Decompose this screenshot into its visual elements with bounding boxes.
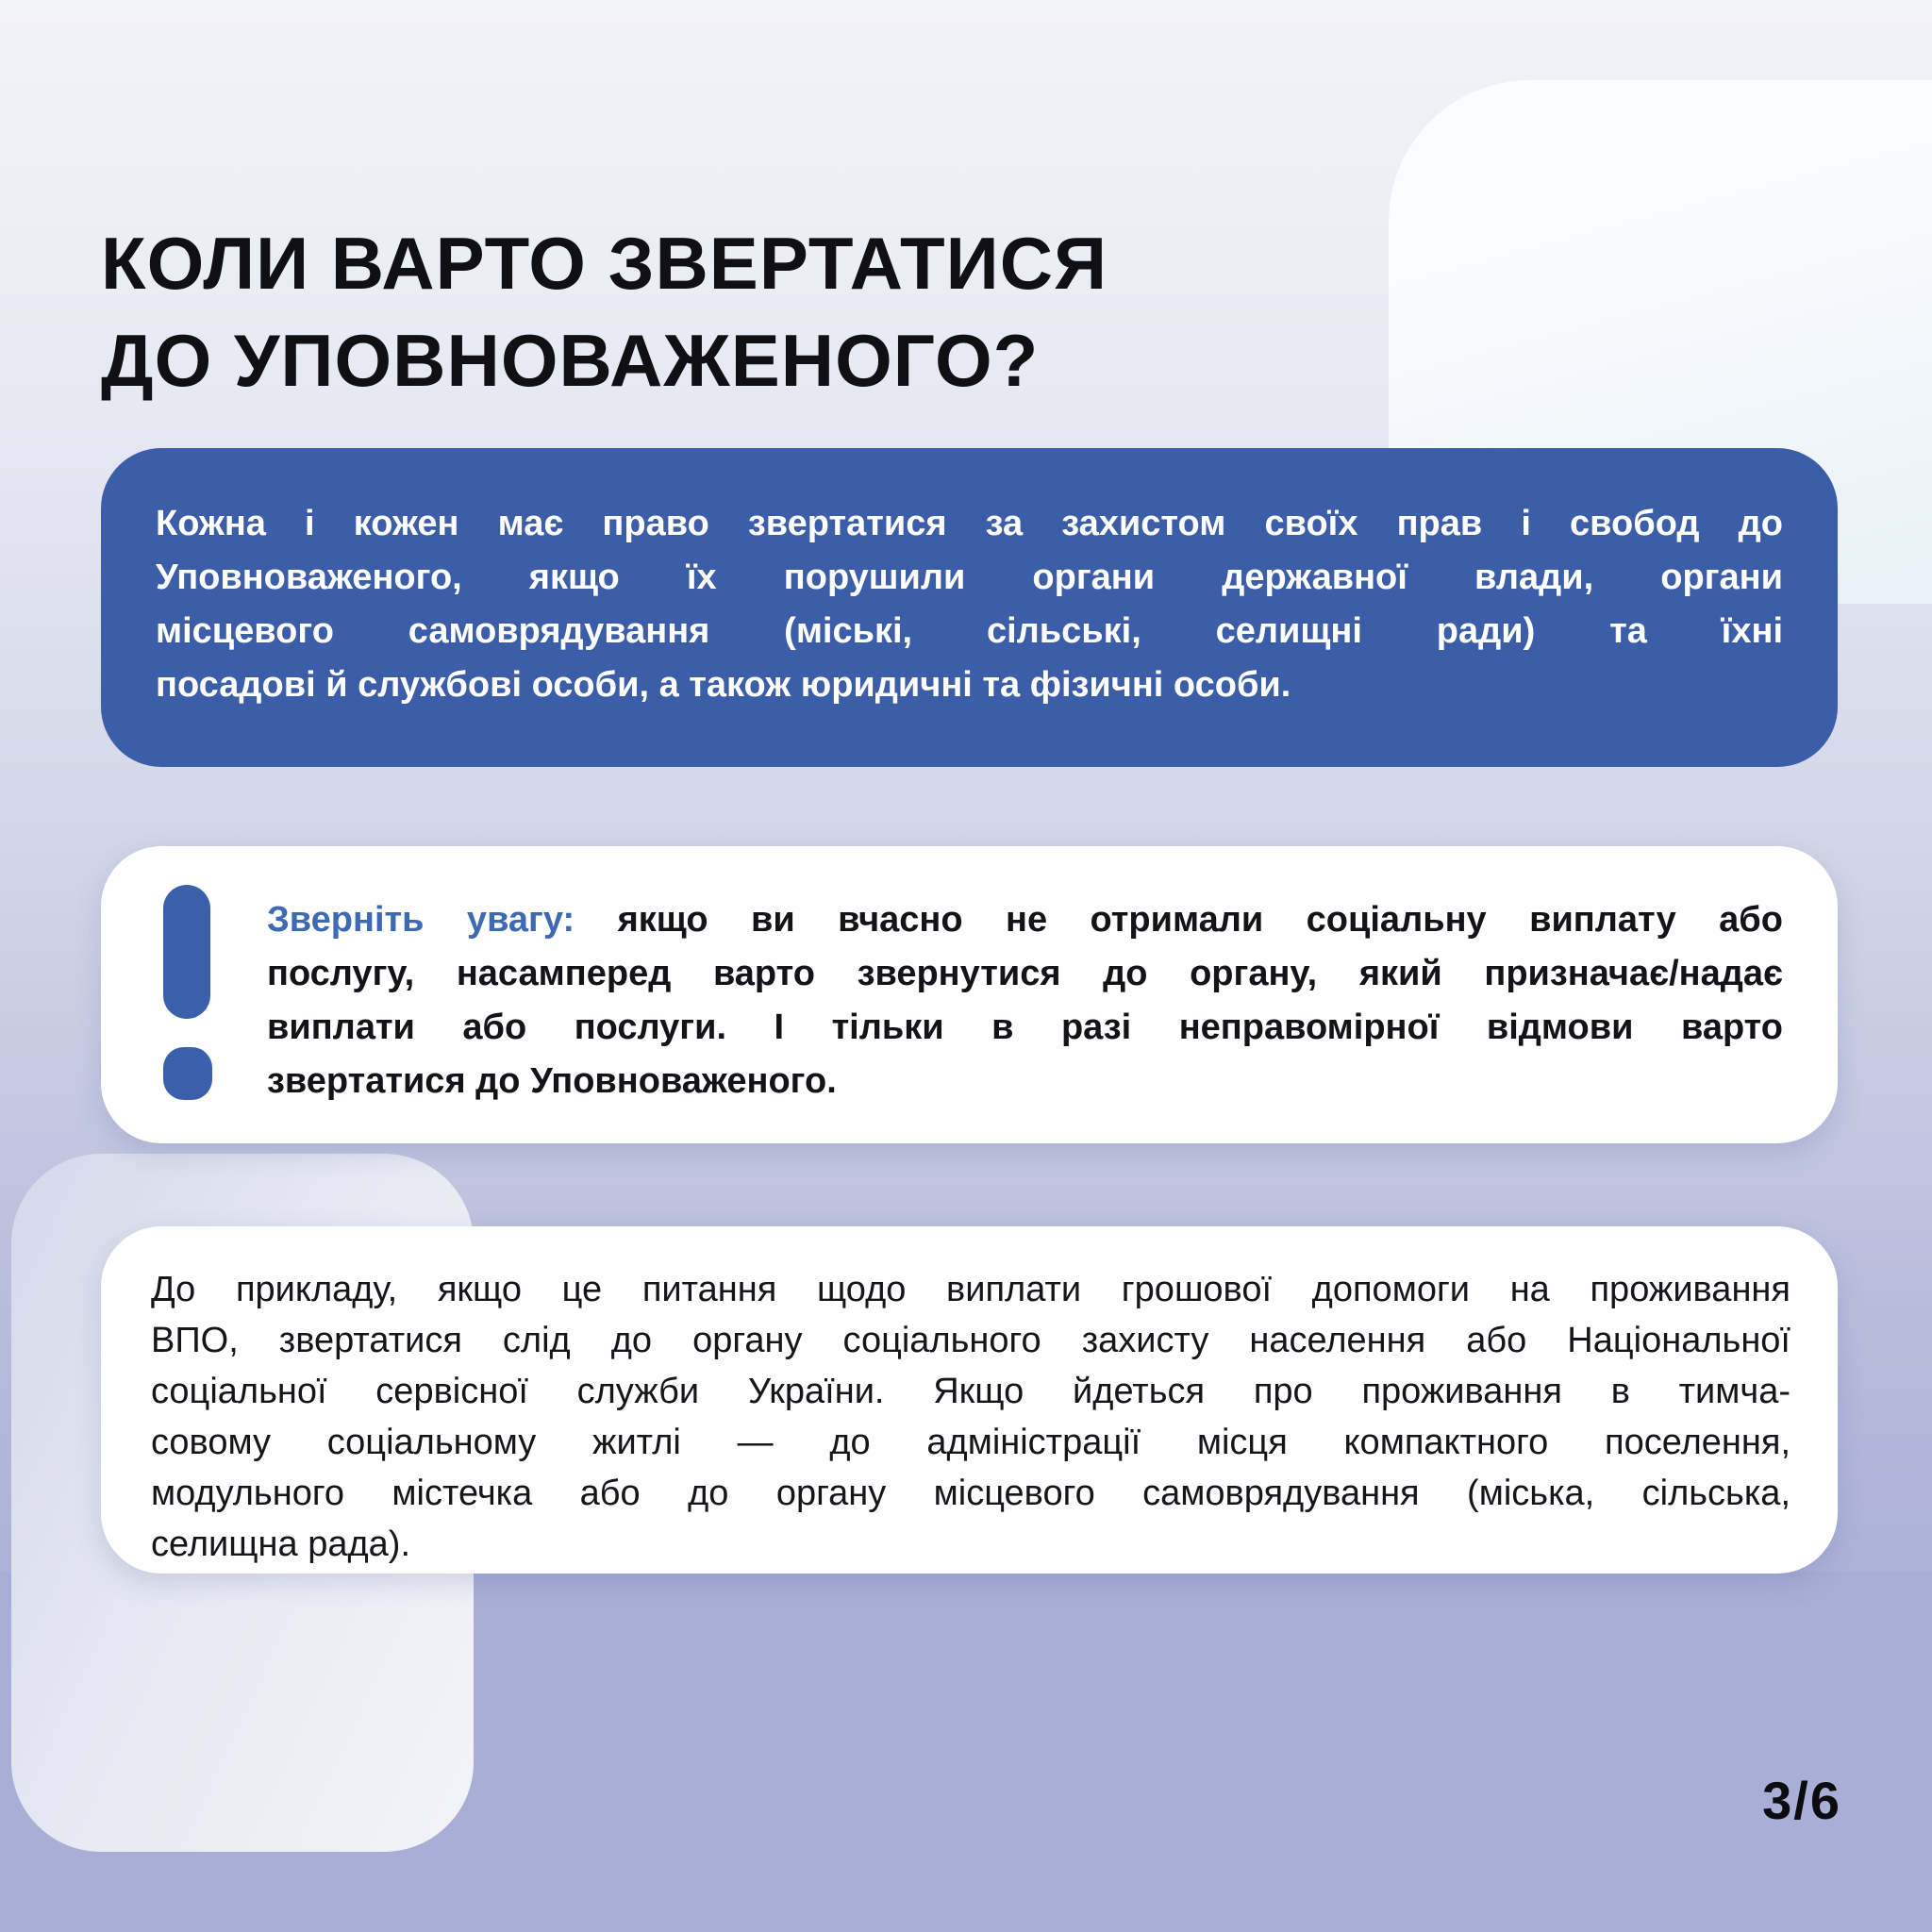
attention-box-text (267, 947, 1783, 1108)
text-line: соціальної сервісної служби України. Якщо йдеться про проживання в тимча- (151, 1372, 1790, 1411)
highlight-box (101, 448, 1838, 767)
page-number: 3/6 (1762, 1771, 1841, 1830)
text-line: совому соціальному житлі — до адміністрації місця компактного поселення, (151, 1423, 1790, 1462)
text-line: виплати або послуги. І тільки в разі неправомірної відмови варто (267, 1008, 1783, 1047)
attention-lead-rest: якщо ви вчасно не отримали соціальну виплату або (575, 900, 1783, 940)
text-line: ВПО, звертатися слід до органу соціального захисту населення або Національної (151, 1321, 1790, 1360)
text-line: модульного містечка або до органу місцевого самоврядування (міська, сільська, (151, 1474, 1790, 1513)
page-title (101, 215, 1108, 409)
exclamation-icon-dot (163, 1047, 212, 1100)
example-box-text (151, 1264, 1790, 1570)
title-line-2: ДО УПОВНОВАЖЕНОГО? (101, 319, 1040, 402)
highlight-box-text (156, 497, 1783, 712)
text-line: посадові й службові особи, а також юридичні та фізичні особи. (156, 665, 1291, 705)
attention-first-line (267, 893, 1783, 947)
exclamation-icon (163, 885, 212, 1111)
exclamation-icon-bar (163, 885, 210, 1019)
text-line: Кожна і кожен має право звертатися за захистом своїх прав і свобод до (156, 504, 1783, 543)
text-line: послугу, насамперед варто звернутися до органу, який призначає/надає (267, 954, 1783, 993)
text-line: місцевого самоврядування (міські, сільські, селищні ради) та їхні (156, 611, 1783, 651)
attention-box (101, 846, 1838, 1143)
text-line: До прикладу, якщо це питання щодо виплати грошової допомоги на проживання (151, 1270, 1790, 1309)
attention-lead: Зверніть увагу: (267, 900, 575, 940)
text-line: звертатися до Уповноваженого. (267, 1061, 837, 1101)
text-line: селищна рада). (151, 1524, 410, 1564)
example-box (101, 1226, 1838, 1574)
text-line: Уповноваженого, якщо їх порушили органи державної влади, органи (156, 558, 1783, 597)
title-line-1: КОЛИ ВАРТО ЗВЕРТАТИСЯ (101, 222, 1108, 305)
